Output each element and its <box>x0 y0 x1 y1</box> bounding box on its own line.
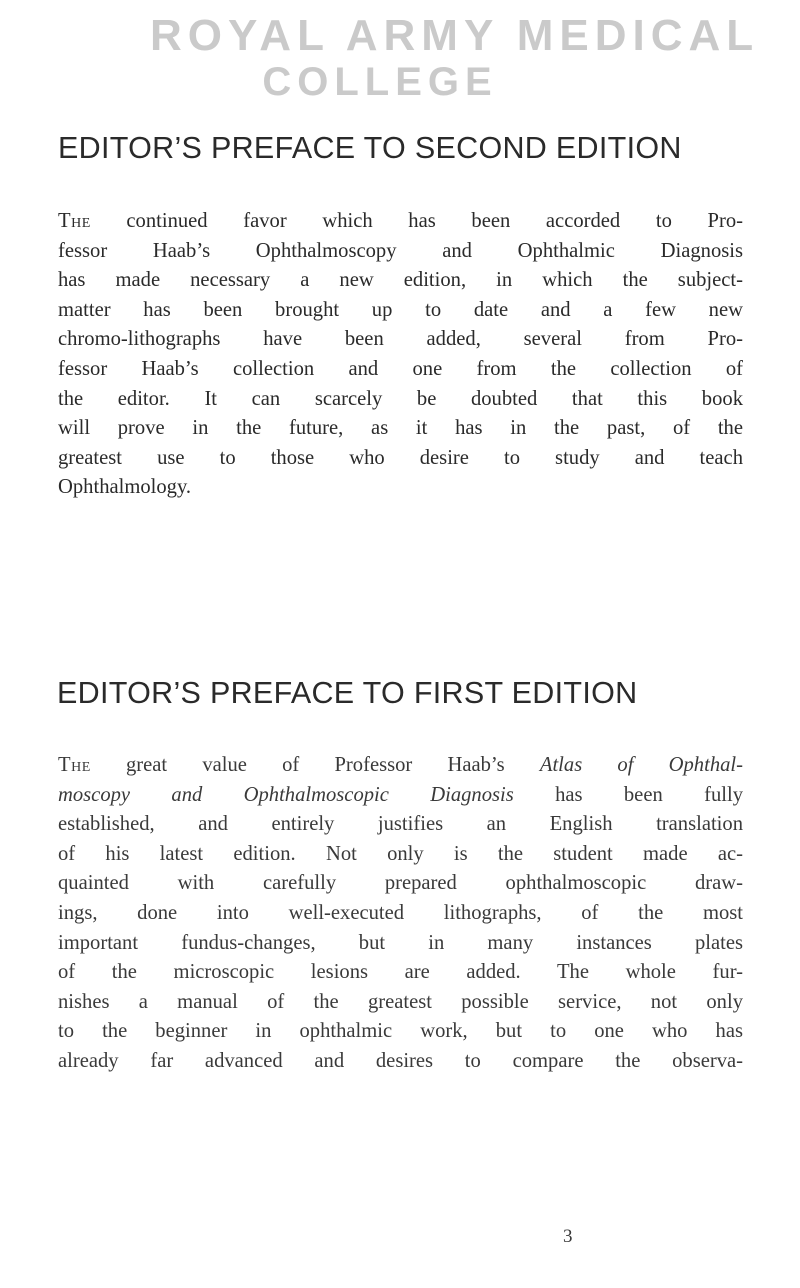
text-line: has made necessary a new edition, in which the subject- <box>58 269 743 292</box>
text-line: fessor Haab’s Ophthalmoscopy and Ophthalmic Diagnosis <box>58 239 743 262</box>
text-line: to the beginner in ophthalmic work, but to one who has <box>58 1020 743 1043</box>
stamp-line-1: ROYAL ARMY MEDICAL <box>150 11 760 60</box>
text-line: of his latest edition. Not only is the student made ac- <box>58 842 743 865</box>
text-line: fessor Haab’s collection and one from the collection of <box>58 357 743 380</box>
lead-word: The <box>58 210 91 232</box>
text-line: already far advanced and desires to compare the observa- <box>58 1049 743 1072</box>
page-number: 3 <box>563 1226 573 1247</box>
text-line: the editor. It can scarcely be doubted that this book <box>58 387 743 410</box>
stamp-line-2: COLLEGE <box>262 60 498 104</box>
book-title-part-2: moscopy and Ophthalmoscopic Diagnosis <box>58 783 514 806</box>
lead-word: The <box>58 754 91 776</box>
text-line: greatest use to those who desire to study and teach <box>58 446 743 469</box>
text-line: quainted with carefully prepared ophthalmoscopic draw- <box>58 872 743 895</box>
text-line: ings, done into well-executed lithographs, of the most <box>58 901 743 924</box>
text-line: chromo-lithographs have been added, several from Pro- <box>58 328 743 351</box>
text-line: The great value of Professor Haab’s Atlas of Ophthal- <box>58 754 743 776</box>
text-line: important fundus-changes, but in many instances plates <box>58 931 743 954</box>
text-line: The continued favor which has been accorded to Pro- <box>58 210 743 232</box>
text-line: moscopy and Ophthalmoscopic Diagnosis has been fully <box>58 783 743 806</box>
text-line: of the microscopic lesions are added. The whole fur- <box>58 961 743 984</box>
second-edition-paragraph <box>58 207 743 503</box>
second-edition-heading: EDITOR’S PREFACE TO SECOND EDITION <box>58 131 682 165</box>
first-edition-heading: EDITOR’S PREFACE TO FIRST EDITION <box>57 676 638 710</box>
first-edition-paragraph <box>58 751 743 1077</box>
text-line: Ophthalmology. <box>58 476 192 499</box>
text-line: matter has been brought up to date and a few new <box>58 298 743 321</box>
text-line: will prove in the future, as it has in the past, of the <box>58 417 743 440</box>
library-stamp <box>150 11 760 107</box>
text-line: established, and entirely justifies an English translation <box>58 813 743 836</box>
text-line: nishes a manual of the greatest possible service, not only <box>58 990 743 1013</box>
book-title-part-1: Atlas of Ophthal- <box>539 754 743 776</box>
